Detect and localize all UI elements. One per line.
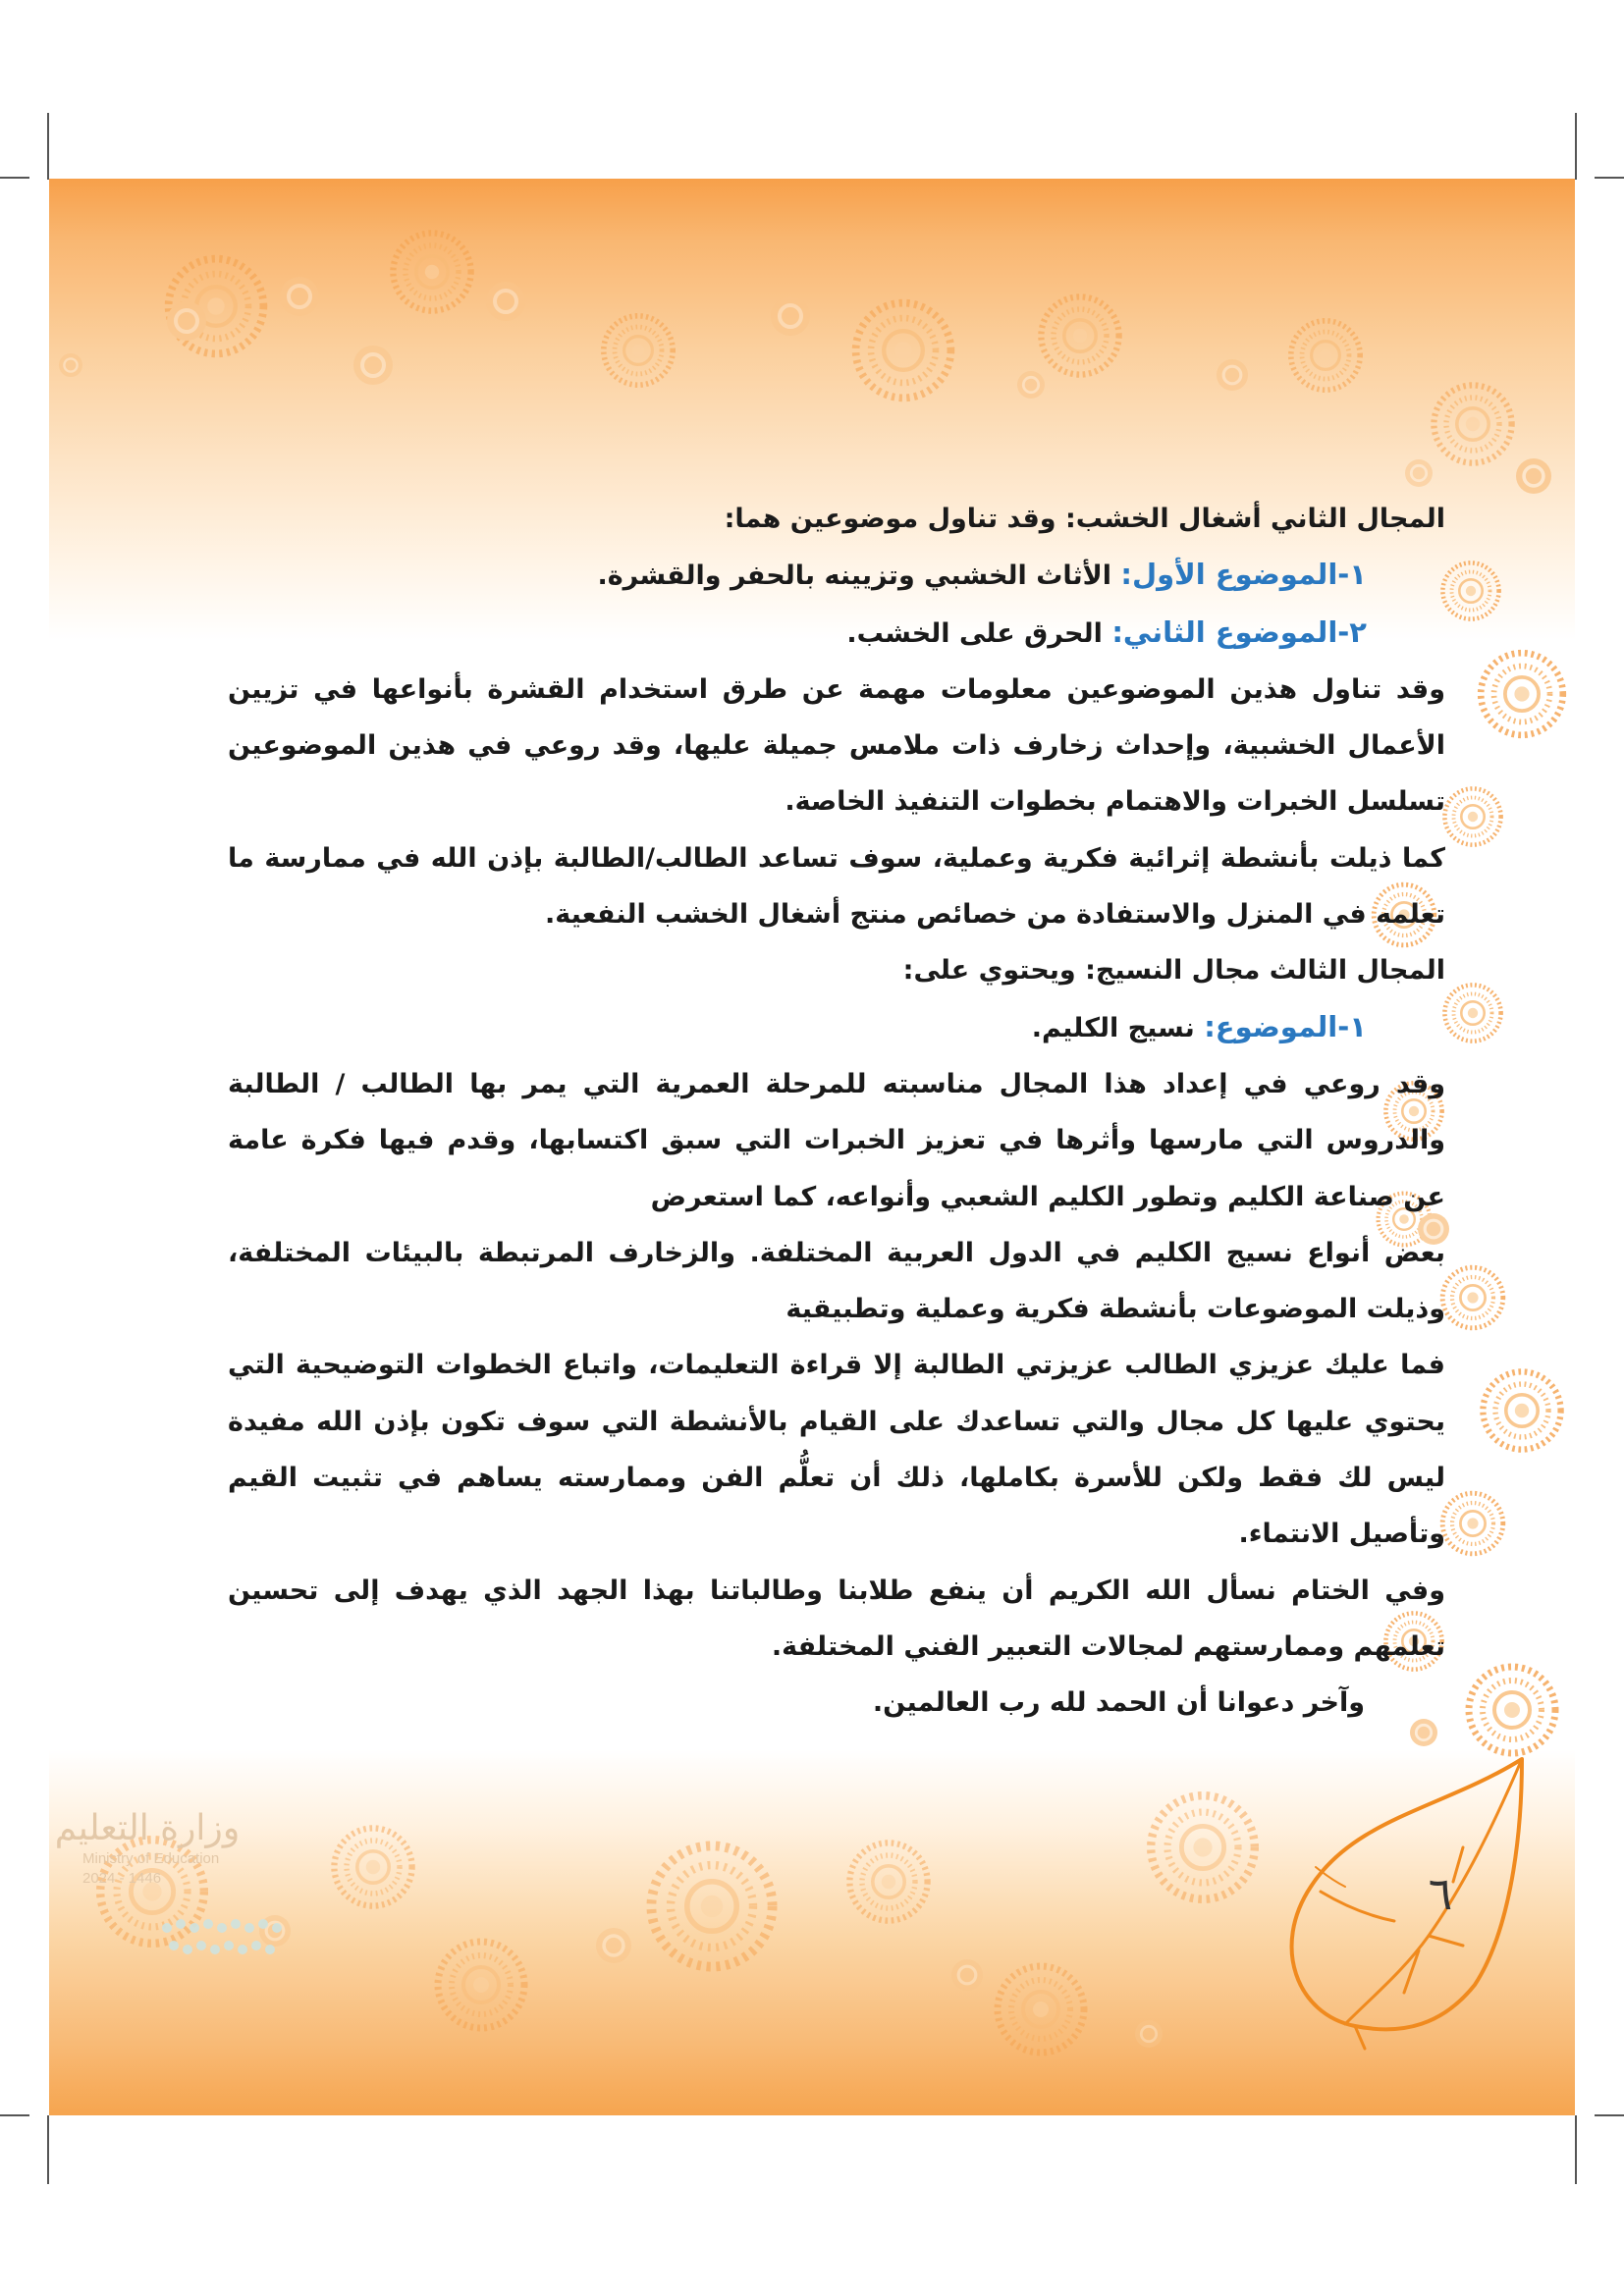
ministry-name-en: Ministry of Education [82,1850,220,1867]
item-text: الحرق على الخشب. [846,617,1112,649]
ministry-year: 2024 - 1446 [82,1870,162,1887]
list-item [228,999,1445,1056]
paragraph: وقد تناول هذين الموضوعين معلومات مهمة عن طرق استخدام القشرة بأنواعها في تزيين الأعمال الخشبية، وإحداث زخارف ذات ملامس جميلة عليها، وقد روعي في هذين الموضوعين تسلسل الخبرات والاهتمام بخطوات التنفيذ الخاصة. [228,673,1445,818]
item-label: ١-الموضوع الأول: [1120,558,1367,592]
crop-mark [0,177,29,179]
paragraph: وفي الختام نسأل الله الكريم أن ينفع طلابنا وطالباتنا بهذا الجهد الذي يهدف إلى تحسين تعلمهم وممارستهم لمجالات التعبير الفني المختلفة. [228,1575,1445,1662]
ministry-name-ar: وزارة التعليم [54,1808,241,1848]
item-label: ١-الموضوع: [1204,1009,1367,1043]
crop-mark [47,113,49,180]
paragraph: المجال الثاني أشغال الخشب: وقد تناول موضوعين هما: [724,504,1445,534]
list-item [228,605,1445,662]
item-label: ٢-الموضوع الثاني: [1111,614,1367,649]
crop-mark [1595,2114,1624,2116]
crop-mark [0,2114,29,2116]
closing-line: وآخر دعوانا أن الحمد لله رب العالمين. [872,1687,1365,1719]
crop-mark [1575,113,1577,180]
list-item [228,547,1445,604]
crop-mark [1595,177,1624,179]
ministry-logo-icon [147,1906,344,1975]
paragraph: كما ذيلت بأنشطة إثرائية فكرية وعملية، سوف تساعد الطالب/الطالبة بإذن الله في ممارسة ما تعلمه في المنزل والاستفادة من خصائص منتج أشغال الخشب النفعية. [228,842,1445,931]
paragraph: بعض أنواع نسيج الكليم في الدول العربية المختلفة. والزخارف المرتبطة بالبيئات المختلفة، وذيلت الموضوعات بأنشطة فكرية وعملية وتطبيقية [228,1237,1445,1325]
item-text: نسيج الكليم. [1031,1012,1205,1043]
crop-mark [47,2115,49,2184]
paragraph: فما عليك عزيزي الطالب عزيزتي الطالبة إلا قراءة التعليمات، واتباع الخطوات التوضيحية التي يحتوي عليها كل مجال والتي تساعدك على القيام بالأنشطة التي سوف تكون بإذن الله مفيدة ليس لك فقط ولكن للأسرة بكاملها، ذلك أن تعلُّم الفن وممارسته يساهم في تثبيت القيم وتأصيل الانتماء. [228,1350,1445,1550]
item-text: الأثاث الخشبي وتزيينه بالحفر والقشرة. [597,561,1121,592]
page-number: ٦ [1428,1867,1453,1920]
paragraph: وقد روعي في إعداد هذا المجال مناسبته للمرحلة العمرية التي يمر بها الطالب / الطالبة والدروس التي مارسها وأثرها في تعزيز الخبرات التي سبق اكتسابها، وقدم فيها فكرة عامة عن صناعة الكليم وتطور الكليم الشعبي وأنواعه، كما استعرض [228,1068,1445,1212]
introduction-text [228,491,1445,1732]
crop-mark [1575,2115,1577,2184]
paragraph: المجال الثالث مجال النسيج: ويحتوي على: [902,955,1445,987]
